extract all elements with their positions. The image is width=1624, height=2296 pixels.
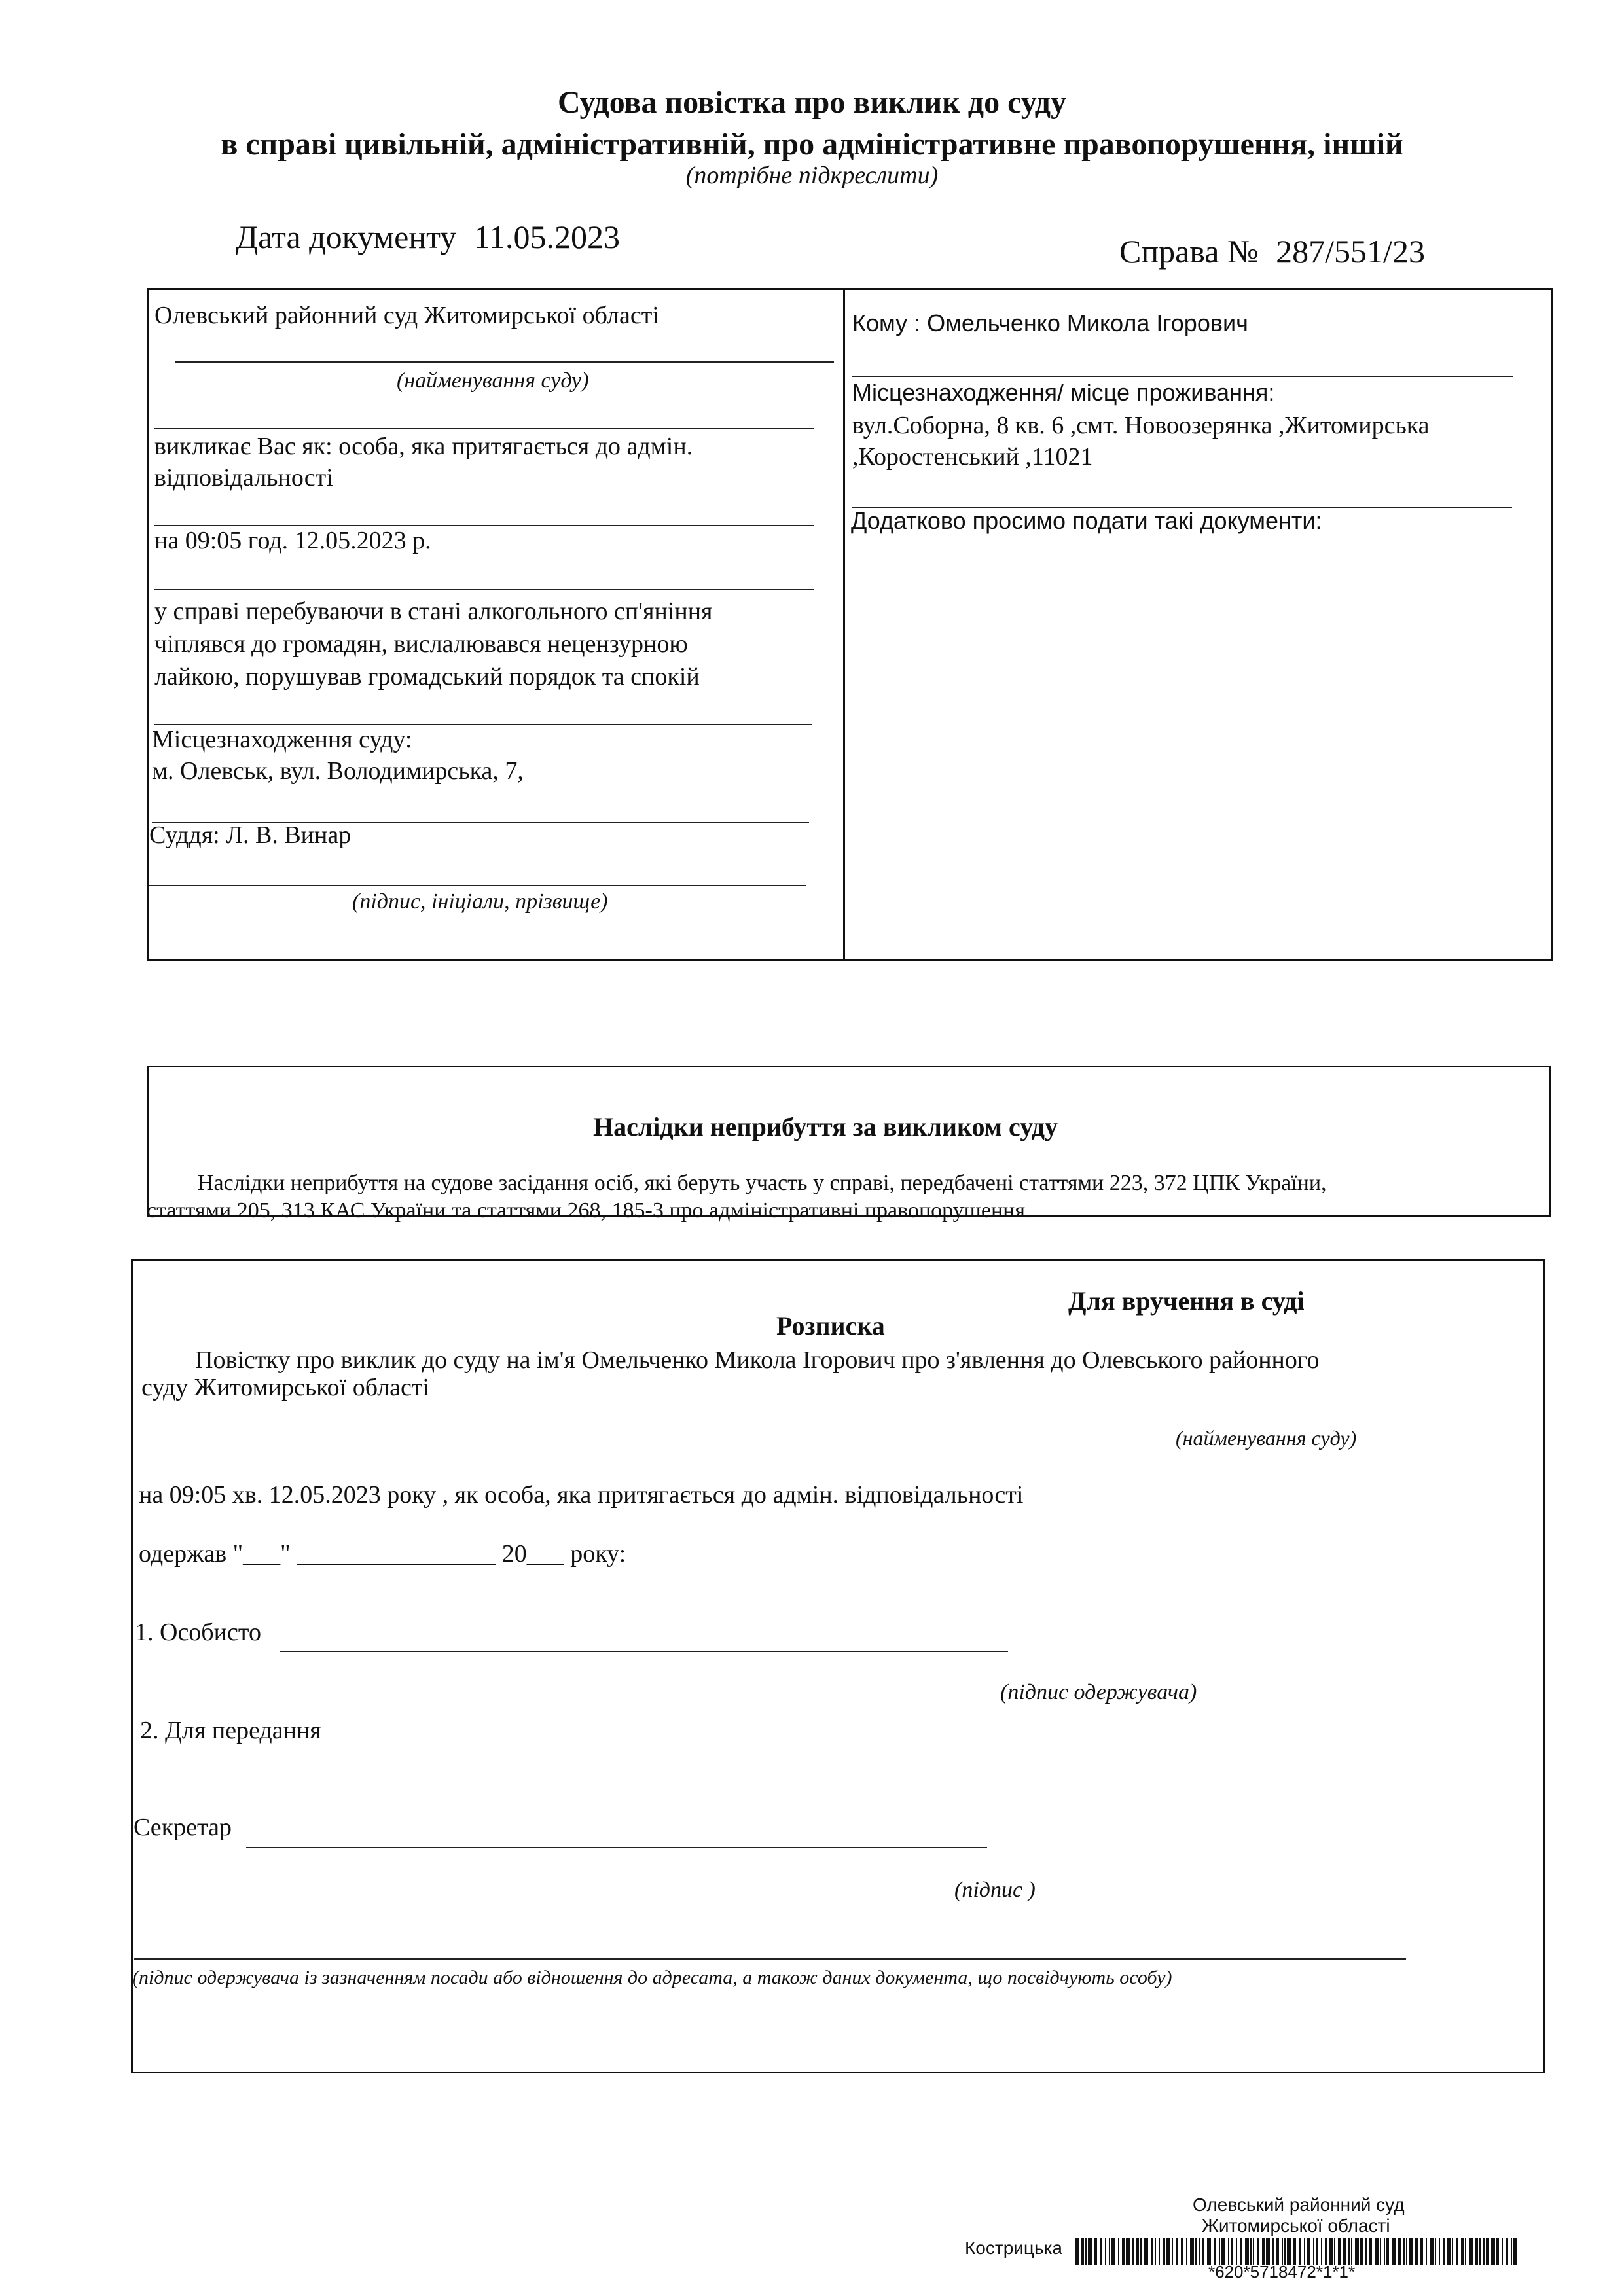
receipt-text-1: Повістку про виклик до суду на ім'я Омельченко Микола Ігорович про з'явлення до Олевського районного [195, 1346, 1320, 1374]
court-name-caption: (найменування суду) [397, 368, 589, 393]
receipt-court-caption: (найменування суду) [1176, 1426, 1357, 1450]
case-description-1: у справі перебуваючи в стані алкогольного сп'яніння [154, 598, 713, 625]
recipient-name: Кому : Омельченко Микола Ігорович [852, 310, 1248, 336]
case-number-label: Справа № [1119, 233, 1259, 270]
consequences-title: Наслідки неприбуття за викликом суду [593, 1112, 1058, 1141]
receipt-title: Розписка [776, 1311, 885, 1340]
summons-role: викликає Вас як: особа, яка притягається до адмін. [154, 433, 693, 460]
summons-role-cont: відповідальності [154, 464, 333, 492]
judge-sign-caption: (підпис, ініціали, прізвище) [352, 889, 608, 914]
personally-label: 1. Особисто [135, 1619, 261, 1646]
receipt-for-court: Для вручення в суді [1068, 1286, 1305, 1316]
secretary-sign-caption: (підпис ) [954, 1878, 1036, 1902]
court-location-label: Місцезнаходження суду: [152, 726, 412, 753]
case-number [1119, 232, 1425, 271]
hearing-time: на 09:05 год. 12.05.2023 р. [154, 527, 431, 554]
judge-name: Суддя: Л. В. Винар [149, 821, 352, 849]
secretary-label: Секретар [134, 1814, 232, 1841]
judge-underline [149, 885, 806, 886]
extra-documents-label: Додатково просимо подати такі документи: [851, 507, 1322, 534]
consequences-text-2: статтями 205, 313 КАС України та статтями 268, 185-3 про адміністративні правопорушення. [147, 1198, 1031, 1223]
document-title: Судова повістка про виклик до суду [557, 85, 1067, 120]
personally-signature-line[interactable] [280, 1651, 1008, 1652]
recipient-underline [852, 376, 1513, 377]
court-caption-underline [154, 428, 814, 429]
case-number-value: 287/551/23 [1276, 233, 1425, 270]
document-date-label: Дата документу [236, 219, 457, 255]
hearing-time-underline [154, 589, 814, 590]
residence-line-1: вул.Соборна, 8 кв. 6 ,смт. Новоозерянка ,Житомирська [852, 412, 1430, 439]
barcode [1075, 2238, 1525, 2265]
document-subtitle: в справі цивільній, адміністративній, про адміністративне правопорушення, іншій [221, 127, 1403, 162]
court-name: Олевський районний суд Житомирської області [154, 302, 659, 329]
document-date [236, 217, 620, 257]
stamp-court-region: Житомирської області [1202, 2215, 1390, 2236]
received-date-line: одержав "___" ________________ 20___ року: [139, 1540, 626, 1568]
secretary-signature-line[interactable] [246, 1847, 987, 1848]
summons-column-divider [843, 288, 845, 961]
barcode-code: *620*5718472*1*1* [1208, 2262, 1356, 2282]
stamp-court-name: Олевський районний суд [1193, 2195, 1405, 2215]
court-location-value: м. Олевськ, вул. Володимирська, 7, [152, 757, 524, 785]
consequences-text-1: Наслідки неприбуття на судове засідання осіб, які беруть участь у справі, передбачені статтями 223, 372 ЦПК України, [198, 1171, 1327, 1195]
receipt-text-2: суду Житомирської області [141, 1374, 429, 1401]
document-date-value: 11.05.2023 [473, 219, 620, 255]
footer-note: (підпис одержувача із зазначенням посади або відношення до адресата, а також даних документа, що посвідчують особу) [132, 1967, 1172, 1988]
residence-label: Місцезнаходження/ місце проживання: [852, 379, 1275, 406]
footer-note-line [134, 1958, 1406, 1960]
residence-line-2: ,Коростенський ,11021 [852, 443, 1093, 471]
court-name-underline [175, 361, 834, 363]
clerk-name: Кострицька [965, 2238, 1062, 2258]
recipient-sign-caption: (підпис одержувача) [1000, 1680, 1197, 1704]
case-description-3: лайкою, порушував громадський порядок та спокій [154, 663, 700, 691]
underline-note: (потрібне підкреслити) [685, 162, 939, 189]
case-description-2: чіплявся до громадян, вислалювався нецензурною [154, 630, 688, 658]
transfer-label: 2. Для передання [140, 1717, 321, 1744]
receipt-hearing-time: на 09:05 хв. 12.05.2023 року , як особа, яка притягається до адмін. відповідальності [139, 1481, 1024, 1509]
